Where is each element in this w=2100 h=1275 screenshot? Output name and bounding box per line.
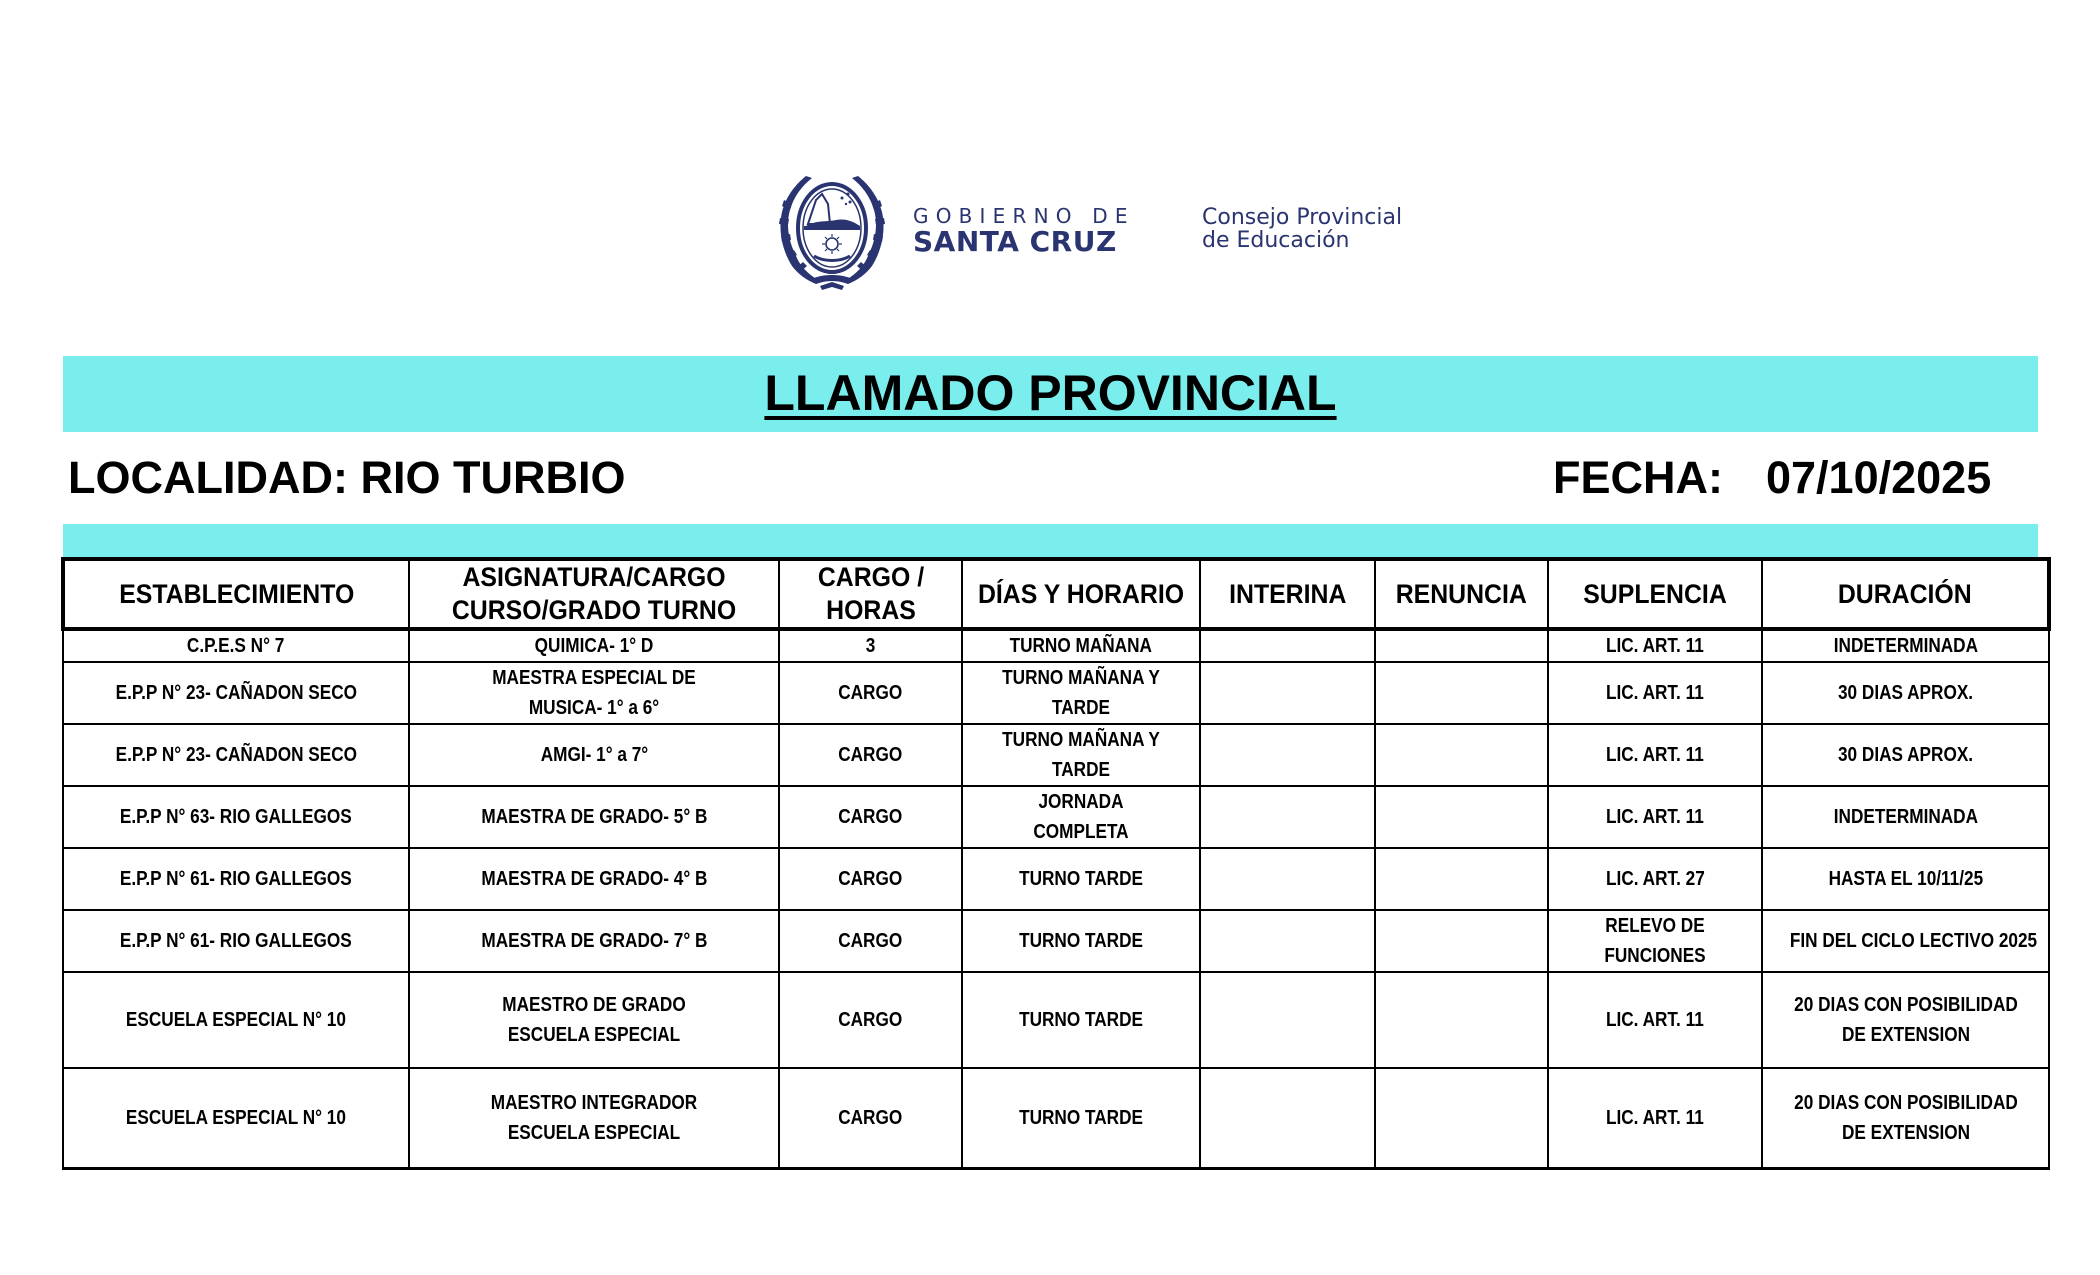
table-row <box>63 972 2049 1068</box>
table-body <box>63 629 2049 1168</box>
cell-text: ESCUELA ESPECIAL N° 10 <box>125 1106 347 1129</box>
cell-cargo-horas <box>779 1068 962 1168</box>
table-row <box>63 848 2049 910</box>
cell-asignatura <box>409 848 779 910</box>
cell-dias-horario <box>962 629 1200 662</box>
cell-text: MAESTRO DE GRADO ESCUELA ESPECIAL <box>502 994 686 1046</box>
cell-text: MAESTRA DE GRADO- 5° B <box>480 806 708 828</box>
cell-interina <box>1200 972 1375 1068</box>
cell-text: RELEVO DE FUNCIONES <box>1604 915 1706 967</box>
table-row <box>63 724 2049 786</box>
cell-asignatura <box>409 629 779 662</box>
cell-renuncia <box>1375 910 1548 972</box>
cell-cargo-horas <box>779 910 962 972</box>
coat-of-arms-icon <box>776 170 888 292</box>
cell-duracion <box>1762 724 2049 786</box>
cell-dias-horario <box>962 724 1200 786</box>
cell-establecimiento <box>63 910 409 972</box>
cell-text: CARGO <box>838 682 903 704</box>
column-header-establecimiento: ESTABLECIMIENTO <box>63 559 409 629</box>
cell-text: TURNO TARDE <box>1019 1106 1143 1129</box>
cell-dias-horario <box>962 972 1200 1068</box>
cell-text: MAESTRA DE GRADO- 7° B <box>480 930 708 952</box>
cell-cargo-horas <box>779 629 962 662</box>
cell-asignatura <box>409 910 779 972</box>
column-header-asignatura: ASIGNATURA/CARGO CURSO/GRADO TURNO <box>409 559 779 629</box>
column-header-suplencia: SUPLENCIA <box>1548 559 1762 629</box>
cell-interina <box>1200 1068 1375 1168</box>
cell-text: 3 <box>865 635 876 657</box>
cell-text: 20 DIAS CON POSIBILIDAD DE EXTENSION <box>1793 994 2018 1046</box>
cell-duracion <box>1762 910 2049 972</box>
cell-text: CARGO <box>838 868 903 890</box>
table-row <box>63 629 2049 662</box>
cell-asignatura <box>409 724 779 786</box>
cell-suplencia <box>1548 662 1762 724</box>
cell-interina <box>1200 848 1375 910</box>
cell-text: CARGO <box>838 806 903 828</box>
cell-text: TURNO TARDE <box>1019 868 1143 890</box>
cell-text: LIC. ART. 11 <box>1606 1106 1704 1129</box>
cell-text: MAESTRO INTEGRADOR ESCUELA ESPECIAL <box>490 1091 698 1144</box>
cell-establecimiento <box>63 848 409 910</box>
cell-duracion <box>1762 848 2049 910</box>
cell-text: LIC. ART. 11 <box>1606 635 1704 657</box>
table-row <box>63 1068 2049 1168</box>
cell-duracion <box>1762 629 2049 662</box>
cell-renuncia <box>1375 629 1548 662</box>
cell-asignatura <box>409 786 779 848</box>
cell-dias-horario <box>962 848 1200 910</box>
cell-text: MAESTRA DE GRADO- 4° B <box>480 868 708 890</box>
cell-renuncia <box>1375 848 1548 910</box>
cell-establecimiento <box>63 662 409 724</box>
cell-text: LIC. ART. 11 <box>1606 806 1704 828</box>
cell-establecimiento <box>63 629 409 662</box>
cell-text: INDETERMINADA <box>1833 635 1978 657</box>
cell-text: TURNO TARDE <box>1019 930 1143 952</box>
cell-text: LIC. ART. 11 <box>1606 682 1704 704</box>
column-header-duracion: DURACIÓN <box>1762 559 2049 629</box>
cell-duracion <box>1762 786 2049 848</box>
cell-renuncia <box>1375 1068 1548 1168</box>
cell-suplencia <box>1548 786 1762 848</box>
cell-text: TURNO MAÑANA Y TARDE <box>1002 729 1160 781</box>
cell-renuncia <box>1375 972 1548 1068</box>
cell-text: CARGO <box>838 1009 903 1031</box>
cell-interina <box>1200 629 1375 662</box>
table-row <box>63 910 2049 972</box>
cell-cargo-horas <box>779 848 962 910</box>
cell-dias-horario <box>962 786 1200 848</box>
cell-suplencia <box>1548 724 1762 786</box>
cell-dias-horario <box>962 1068 1200 1168</box>
council-line2: de Educación <box>1202 228 1350 253</box>
cell-text: E.P.P N° 61- RIO GALLEGOS <box>120 868 352 890</box>
cell-text: JORNADA COMPLETA <box>1033 791 1129 843</box>
government-line2: SANTA CRUZ <box>913 225 1117 258</box>
cell-renuncia <box>1375 724 1548 786</box>
cell-text: E.P.P N° 61- RIO GALLEGOS <box>120 930 352 952</box>
cell-text: HASTA EL 10/11/25 <box>1828 868 1983 890</box>
cell-text: E.P.P N° 23- CAÑADON SECO <box>115 682 357 704</box>
cell-text: FIN DEL CICLO LECTIVO 2025 <box>1789 930 2037 952</box>
council-wordmark <box>1202 206 1402 252</box>
cell-text: 30 DIAS APROX. <box>1837 744 1974 766</box>
cell-cargo-horas <box>779 724 962 786</box>
column-header-renuncia: RENUNCIA <box>1375 559 1548 629</box>
cell-duracion <box>1762 1068 2049 1168</box>
table-row <box>63 786 2049 848</box>
cell-dias-horario <box>962 662 1200 724</box>
cell-suplencia <box>1548 848 1762 910</box>
cell-text: TURNO MAÑANA Y TARDE <box>1002 667 1160 719</box>
localidad-label: LOCALIDAD: RIO TURBIO <box>68 452 626 503</box>
title-band <box>63 356 2038 432</box>
column-header-interina: INTERINA <box>1200 559 1375 629</box>
cell-text: LIC. ART. 11 <box>1606 1009 1704 1031</box>
cell-suplencia <box>1548 910 1762 972</box>
fecha-label: FECHA: <box>1553 452 1723 503</box>
cell-interina <box>1200 910 1375 972</box>
cell-text: AMGI- 1° a 7° <box>540 744 648 766</box>
cell-text: TURNO MAÑANA <box>1009 635 1153 657</box>
cell-suplencia <box>1548 629 1762 662</box>
vacancies-table <box>61 557 2051 1170</box>
cell-interina <box>1200 662 1375 724</box>
cell-asignatura <box>409 972 779 1068</box>
cell-establecimiento <box>63 724 409 786</box>
cell-duracion <box>1762 662 2049 724</box>
cell-text: INDETERMINADA <box>1833 806 1978 828</box>
cell-text: ESCUELA ESPECIAL N° 10 <box>125 1009 347 1031</box>
cell-cargo-horas <box>779 972 962 1068</box>
cell-asignatura <box>409 1068 779 1168</box>
column-header-dias-horario: DÍAS Y HORARIO <box>962 559 1200 629</box>
cell-text: QUIMICA- 1° D <box>534 635 654 657</box>
cell-text: CARGO <box>838 930 903 952</box>
cell-dias-horario <box>962 910 1200 972</box>
cell-text: CARGO <box>838 1106 903 1129</box>
cell-cargo-horas <box>779 786 962 848</box>
cell-text: 20 DIAS CON POSIBILIDAD DE EXTENSION <box>1793 1091 2018 1144</box>
cell-text: TURNO TARDE <box>1019 1009 1143 1031</box>
government-line1: GOBIERNO DE <box>913 204 1135 228</box>
cell-text: 30 DIAS APROX. <box>1837 682 1974 704</box>
cell-cargo-horas <box>779 662 962 724</box>
cell-establecimiento <box>63 786 409 848</box>
government-wordmark <box>913 205 1135 257</box>
table-header-row <box>63 559 2049 629</box>
fecha-value: 07/10/2025 <box>1766 452 1992 503</box>
cell-text: LIC. ART. 11 <box>1606 744 1704 766</box>
cell-establecimiento <box>63 1068 409 1168</box>
cell-interina <box>1200 786 1375 848</box>
cell-text: E.P.P N° 63- RIO GALLEGOS <box>120 806 352 828</box>
separator-band <box>63 524 2038 558</box>
page-title: LLAMADO PROVINCIAL <box>764 365 1337 421</box>
cell-renuncia <box>1375 662 1548 724</box>
logo-header <box>776 170 1456 292</box>
cell-suplencia <box>1548 972 1762 1068</box>
cell-renuncia <box>1375 786 1548 848</box>
cell-text: C.P.E.S N° 7 <box>187 635 285 657</box>
cell-text: MAESTRA ESPECIAL DE MUSICA- 1° a 6° <box>492 667 696 719</box>
cell-duracion <box>1762 972 2049 1068</box>
cell-suplencia <box>1548 1068 1762 1168</box>
council-line1: Consejo Provincial <box>1202 205 1403 230</box>
cell-text: E.P.P N° 23- CAÑADON SECO <box>115 744 357 766</box>
cell-interina <box>1200 724 1375 786</box>
cell-text: LIC. ART. 27 <box>1605 868 1705 890</box>
cell-asignatura <box>409 662 779 724</box>
column-header-cargo-horas: CARGO / HORAS <box>779 559 962 629</box>
cell-text: CARGO <box>838 744 903 766</box>
cell-establecimiento <box>63 972 409 1068</box>
table-row <box>63 662 2049 724</box>
